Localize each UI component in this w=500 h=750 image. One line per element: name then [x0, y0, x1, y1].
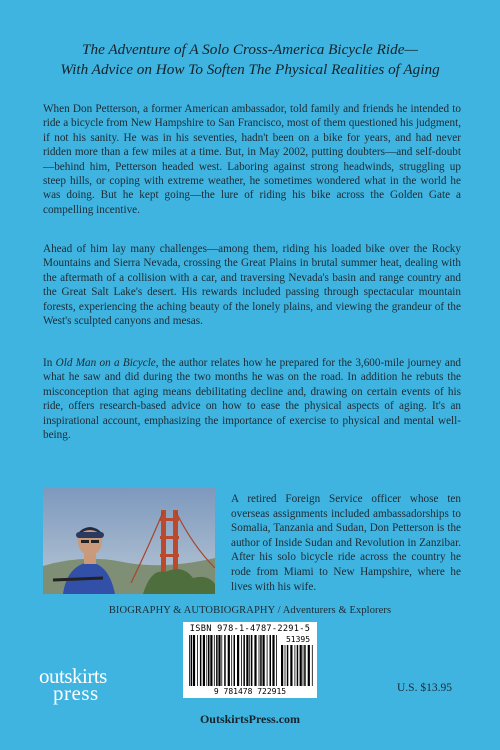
barcode-bar	[197, 635, 198, 686]
barcode-bar	[228, 635, 230, 686]
barcode-bar	[251, 635, 253, 686]
barcode-bar	[224, 635, 226, 686]
headline-line-2: With Advice on How To Soften The Physical Realities of Aging	[60, 61, 440, 78]
barcode-bar	[237, 635, 239, 686]
barcode-bar	[281, 645, 283, 686]
barcode-bar	[214, 635, 215, 686]
barcode-bar	[295, 645, 296, 686]
book-title-italic: Old Man on a Bicycle	[55, 357, 156, 369]
barcode-bar	[287, 645, 289, 686]
barcode-bar	[276, 635, 277, 686]
author-photo	[43, 488, 215, 594]
publisher-logo	[39, 664, 129, 705]
barcode-bar	[249, 635, 250, 686]
barcode-bar	[206, 635, 207, 686]
description-paragraph-3	[43, 356, 461, 442]
barcode-bar	[263, 635, 265, 686]
category-label: BIOGRAPHY & AUTOBIOGRAPHY / Adventurers & Explorers	[108, 605, 392, 616]
author-photo-illustration	[43, 488, 215, 594]
barcode-bar	[300, 645, 302, 686]
barcode-bar	[241, 635, 242, 686]
barcode-bar	[254, 635, 256, 686]
barcode-bar	[312, 645, 313, 686]
publisher-url: OutskirtsPress.com	[199, 712, 301, 726]
barcode-bar	[260, 635, 262, 686]
barcode-bar	[210, 635, 212, 686]
barcode-bar	[189, 635, 190, 686]
barcode-bar	[270, 635, 272, 686]
barcode-bar	[218, 635, 220, 686]
isbn-barcode	[183, 622, 317, 698]
barcode-bar	[193, 635, 195, 686]
barcode-bar	[200, 635, 202, 686]
barcode-bar	[234, 635, 236, 686]
description-paragraph-2: Ahead of him lay many challenges—among them, riding his loaded bike over the Rocky Mountains and Sierra Nevada, crossing the Great Plains in brutal summer heat, dealing with the aftermath of a collision with a car, and traversing Nevada's basin and range country and the Great Salt Lake's desert. His rewards included passing through spectacular mountain forests, experiencing the aching beauty of the lonely plains, and viewing the grandeur of the West's sculpted canyons and mesas.	[43, 243, 461, 328]
barcode-bar	[231, 635, 232, 686]
barcode-bar	[221, 635, 222, 686]
barcode-bar	[208, 635, 210, 686]
barcode-ean-digits: 9 781478 722915	[213, 687, 287, 696]
barcode-bar	[297, 645, 299, 686]
barcode-bar	[191, 635, 193, 686]
barcode-bar	[259, 635, 260, 686]
barcode-bar	[290, 645, 292, 686]
headline-line-1: The Adventure of A Solo Cross-America Bicycle Ride—	[82, 41, 418, 58]
barcode-bar	[272, 635, 274, 686]
price-label: U.S. $13.95	[397, 682, 452, 694]
description-paragraph-1: When Don Petterson, a former American ambassador, told family and friends he intended to ride a bicycle from New Hampshire to San Francisco, most of them questioned his judgment, if not his sanity. He was in his seventies, hadn't been on a bike for years, and had never ridden more than a few miles at a time. But, in May 2002, putting doubters—and self-doubt—behind him, Petterson headed west. Laboring against strong headwinds, struggling up steep hills, or coping with extreme weather, he sometimes wondered what in the world he was doing. But he kept going—the lure of riding his bike across the Golden Gate a compelling incentive.	[43, 103, 461, 216]
author-bio: A retired Foreign Service officer whose ten overseas assignments included ambassadorships to Somalia, Tanzania and Sudan, Don Petterson is the author of Inside Sudan and Revolution in Zanzibar. After his solo bicycle ride across the country he rode from Miami to New Hampshire, where he lives with his wife.	[231, 493, 461, 593]
logo-line-1: outskirts	[39, 664, 107, 688]
p3-prefix: In	[43, 357, 56, 369]
cover-headline	[30, 40, 470, 80]
barcode-addon-digits: 51395	[285, 635, 311, 644]
logo-line-2: press	[53, 681, 99, 705]
isbn-label: ISBN 978-1-4787-2291-5	[189, 624, 311, 634]
barcode-bar	[308, 645, 310, 686]
p3-rest: , the author relates how he prepared for the 3,600-mile journey and what he saw and did during the two months he was on the road. In addition he rebuts the misconception that aging means debilitating decline and, drawing on certain events of his ride, offers research-based advice on how to ease the physical aspects of aging. It's an inspirational account, emphasizing the importance of exercise to physical and mental well-being.	[43, 357, 462, 442]
barcode-bar	[285, 645, 286, 686]
barcode-bar	[203, 635, 205, 686]
barcode-bar	[304, 645, 306, 686]
barcode-bar	[303, 645, 304, 686]
barcode-bar	[216, 635, 218, 686]
barcode-bar	[267, 635, 268, 686]
barcode-bar	[246, 635, 248, 686]
barcode-bar	[243, 635, 245, 686]
